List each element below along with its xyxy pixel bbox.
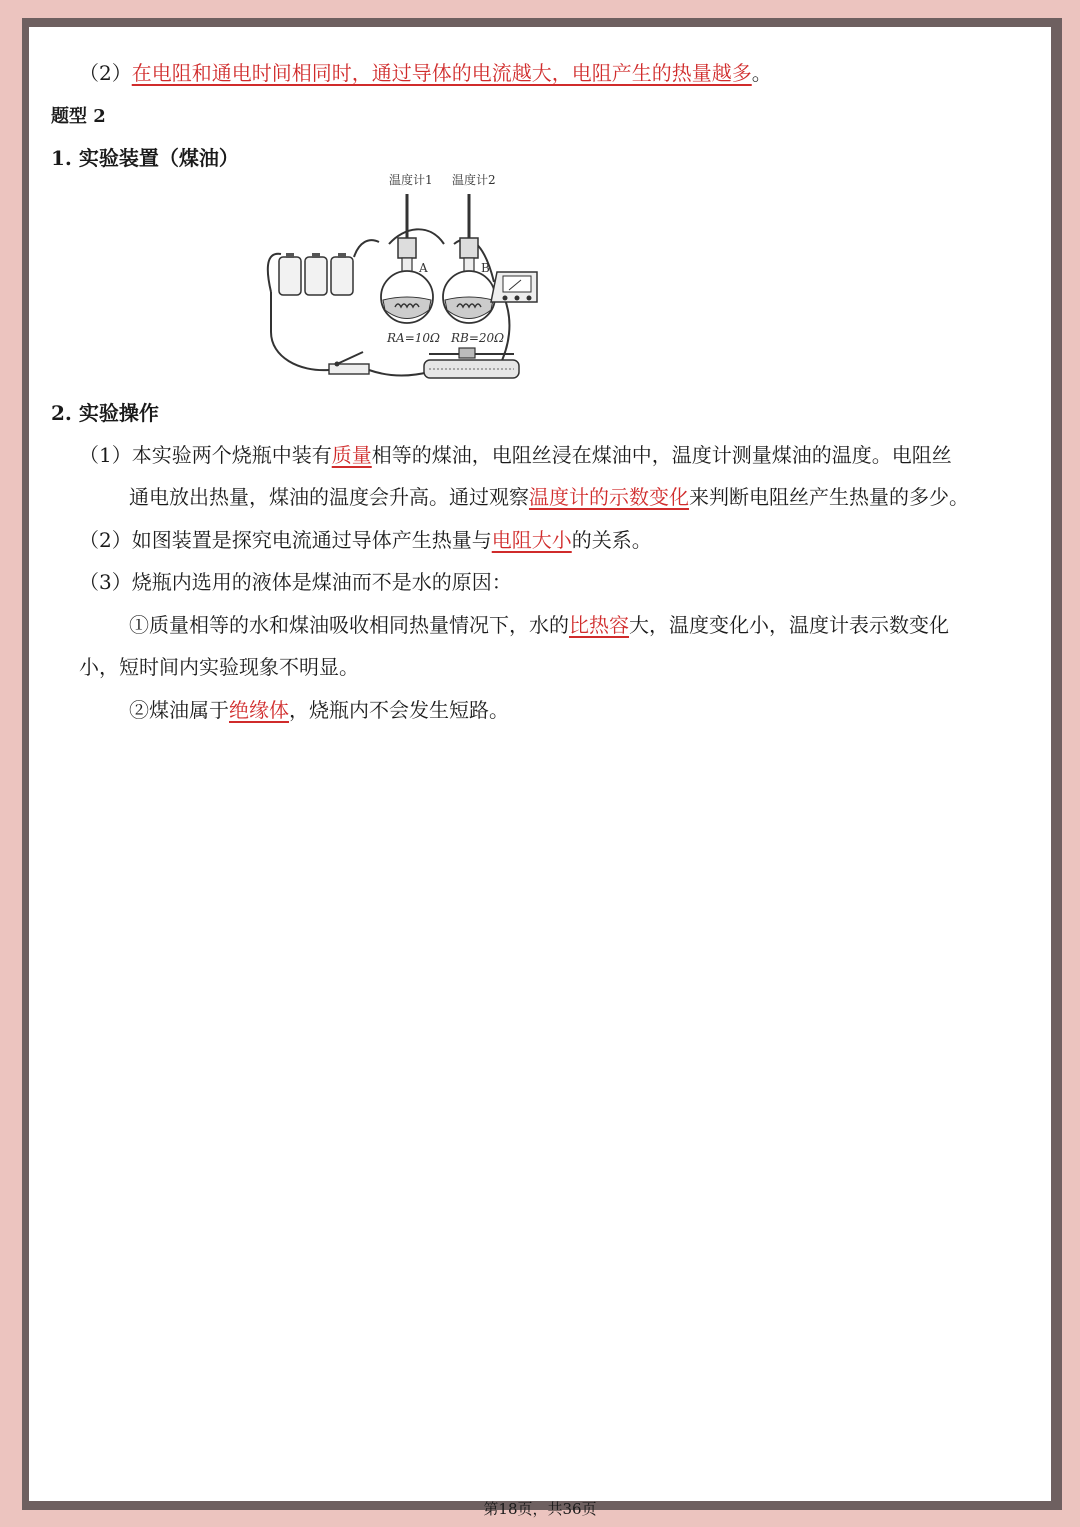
top-answer-suffix: 。 bbox=[751, 61, 772, 85]
flask-a-icon bbox=[381, 194, 433, 323]
item1-line1-fill: 质量 bbox=[331, 443, 372, 467]
reason1-before: ①质量相等的水和煤油吸收相同热量情况下，水的 bbox=[129, 613, 569, 637]
flask-b-letter: B bbox=[481, 261, 490, 275]
apparatus-figure bbox=[259, 172, 539, 387]
item1-line1-after: 相等的煤油，电阻丝浸在煤油中，温度计测量煤油的温度。电阻丝 bbox=[371, 443, 952, 467]
item1-line1-before: （1）本实验两个烧瓶中装有 bbox=[79, 443, 332, 467]
top-answer-prefix: （2） bbox=[79, 61, 132, 85]
reason1-after: 大，温度变化小，温度计表示数变化 bbox=[629, 613, 949, 637]
heading-operation: 2. 实验操作 bbox=[51, 401, 159, 425]
reason1-line1 bbox=[129, 611, 1051, 639]
reason2-line bbox=[129, 696, 1051, 724]
item2-line bbox=[79, 526, 1051, 554]
flask-a-letter: A bbox=[419, 261, 428, 275]
thermometer2-label: 温度计2 bbox=[452, 173, 496, 187]
item1-line2-after: 来判断电阻丝产生热量的多少。 bbox=[689, 485, 969, 509]
item1-line2 bbox=[129, 483, 1051, 511]
reason2-fill: 绝缘体 bbox=[229, 698, 289, 722]
ra-label: RA=10Ω bbox=[387, 331, 440, 345]
item2-before: （2）如图装置是探究电流通过导体产生热量与 bbox=[79, 528, 492, 552]
section-title: 题型 2 bbox=[51, 106, 106, 127]
rb-label: RB=20Ω bbox=[451, 331, 505, 345]
top-answer-fill: 在电阻和通电时间相同时，通过导体的电流越大，电阻产生的热量越多 bbox=[131, 61, 752, 85]
page-footer: 第18页，共36页 bbox=[483, 1500, 597, 1518]
reason2-before: ②煤油属于 bbox=[129, 698, 229, 722]
document-page bbox=[29, 27, 1051, 1518]
battery-icon bbox=[279, 253, 353, 295]
top-answer-line bbox=[79, 59, 1051, 87]
reason1-fill: 比热容 bbox=[569, 613, 629, 637]
item3-line: （3）烧瓶内选用的液体是煤油而不是水的原因： bbox=[79, 570, 512, 594]
item2-fill: 电阻大小 bbox=[491, 528, 572, 552]
reason2-after: ，烧瓶内不会发生短路。 bbox=[289, 698, 509, 722]
item1-line1 bbox=[79, 441, 1051, 469]
item2-after: 的关系。 bbox=[571, 528, 652, 552]
item1-line2-before: 通电放出热量，煤油的温度会升高。通过观察 bbox=[129, 485, 529, 509]
item1-line2-fill: 温度计的示数变化 bbox=[529, 485, 689, 509]
heading-apparatus: 1. 实验装置（煤油） bbox=[51, 146, 239, 170]
switch-icon bbox=[329, 352, 369, 374]
ammeter-icon bbox=[491, 272, 537, 302]
thermometer1-label: 温度计1 bbox=[389, 173, 433, 187]
reason1-line2: 小，短时间内实验现象不明显。 bbox=[79, 655, 359, 679]
